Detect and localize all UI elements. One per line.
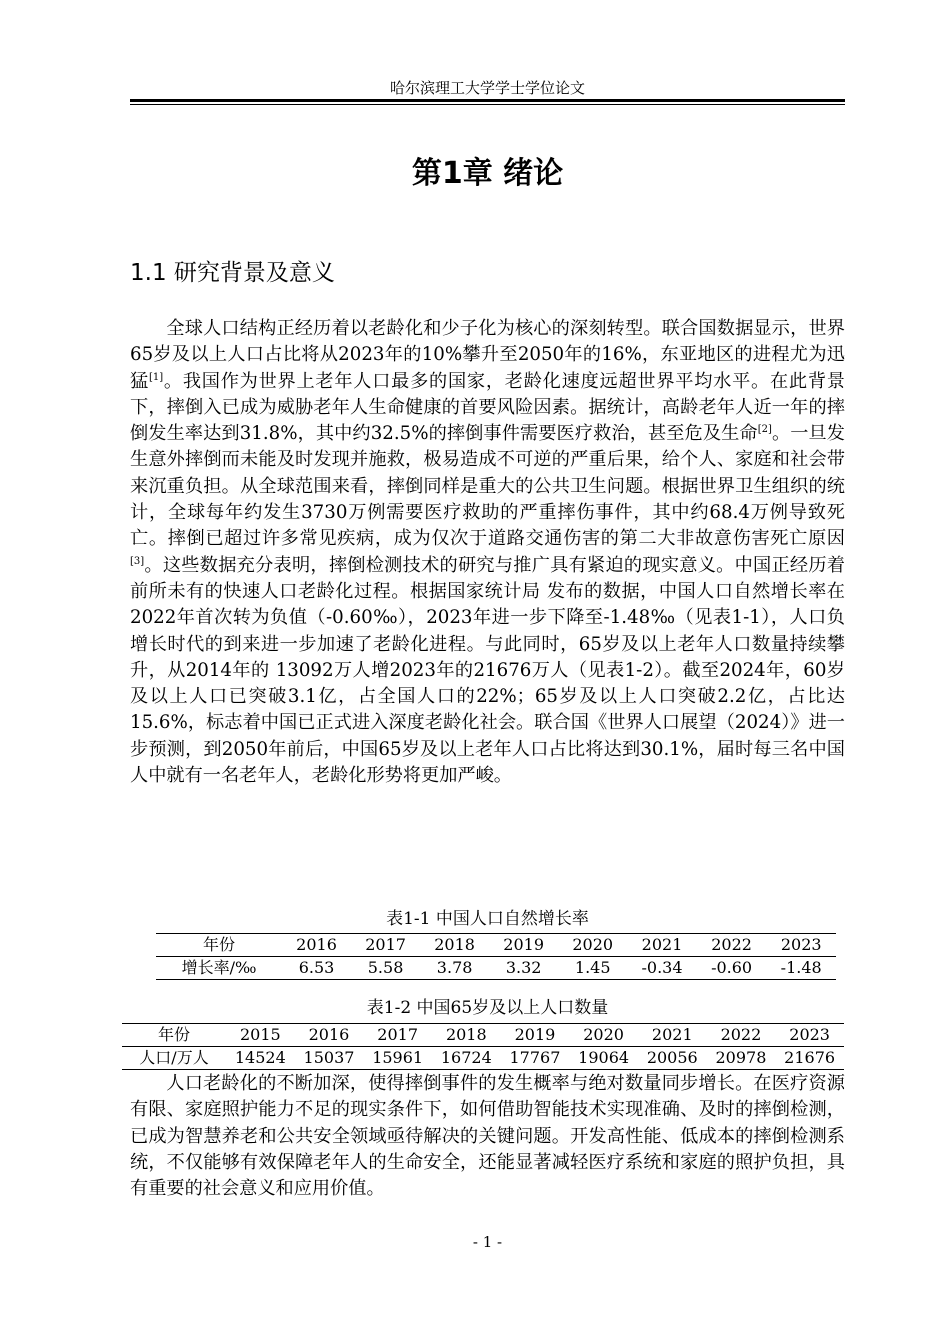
table-cell-value: 15961 <box>372 1048 424 1067</box>
table-cell-value: 21676 <box>784 1048 836 1067</box>
paragraph-text: 。这些数据充分表明，摔倒检测技术的研究与推广具有紧迫的现实意义。中国正经历着前所未有的快速人口老龄化过程。根据国家统计局 发布的数据，中国人口自然增长率在2022年首次转为负值（-0.60‰），2023年进一步下降至-1.48‰（见表1-1），人口负增长时代的到来进一步加速了老龄化进程。与此同时，65岁及以上老年人口数量持续攀升，从2014年的 13092万人增2023年的21676万人（见表1-2）。截至2024年，60岁及以上人口已突破3.1亿，占全国人口的22%；65岁及以上人口突破2.2亿，占比达15.6%，标志着中国已正式进入深度老龄化社会。联合国《世界人口展望（2024）》进一步预测，到2050年前后，中国65岁及以上老年人口占比将达到30.1%，届时每三名中国人中就有一名老年人，老龄化形势将更加严峻。 <box>130 554 845 787</box>
body-paragraph-2: 人口老龄化的不断加深，使得摔倒事件的发生概率与绝对数量同步增长。在医疗资源有限、家庭照护能力不足的现实条件下，如何借助智能技术实现准确、及时的摔倒检测，已成为智慧养老和公共安全领域亟待解决的关键问题。开发高性能、低成本的摔倒检测系统，不仅能够有效保障老年人的生命安全，还能显著减轻医疗系统和家庭的照护负担，具有重要的社会意义和应用价值。 <box>130 1073 845 1200</box>
paragraph-text: 全球人口结构正经历着以老龄化和少子化为核心的深刻转型。联合国数据显示，世界65岁及以上人口占比将从2023年的10%攀升至2050年的16%，东亚地区的进程尤为迅猛 <box>130 318 845 392</box>
table-cell-year: 2019 <box>489 934 558 957</box>
table-cell-value: 16724 <box>440 1048 492 1067</box>
header-rule <box>130 99 845 105</box>
citation-ref: [1] <box>148 371 164 383</box>
table-cell-year: 2016 <box>282 934 351 957</box>
table-row-label: 增长率/‰ <box>181 958 257 977</box>
table-cell-year: 2023 <box>775 1024 844 1047</box>
table-cell-year: 2019 <box>501 1024 570 1047</box>
table-header-label: 年份 <box>122 1024 226 1047</box>
body-paragraph-1 <box>130 316 845 789</box>
table-cell-value: 19064 <box>578 1048 630 1067</box>
table-cell-year: 2017 <box>351 934 420 957</box>
table-natural-growth-rate <box>156 933 836 980</box>
table-2-caption: 表1-2 中国65岁及以上人口数量 <box>366 998 609 1018</box>
table-row-header <box>122 1024 844 1047</box>
table-header-label: 年份 <box>156 934 282 957</box>
table-cell-year: 2016 <box>295 1024 364 1047</box>
table-cell-value: 3.78 <box>436 958 473 977</box>
table-cell-value: 14524 <box>234 1048 286 1067</box>
table-cell-value: -0.60 <box>711 958 753 977</box>
table-cell-value: -1.48 <box>780 958 822 977</box>
table-cell-value: 6.53 <box>298 958 335 977</box>
table-cell-year: 2022 <box>707 1024 776 1047</box>
table-cell-year: 2018 <box>420 934 489 957</box>
table-cell-year: 2020 <box>558 934 627 957</box>
table-cell-value: 3.32 <box>505 958 542 977</box>
table-row-values <box>156 957 836 980</box>
section-title: 1.1 研究背景及意义 <box>130 260 335 286</box>
table-cell-year: 2022 <box>697 934 767 957</box>
table-cell-year: 2021 <box>638 1024 707 1047</box>
table-row-values <box>122 1047 844 1070</box>
chapter-title: 第1章 绪论 <box>411 156 564 191</box>
table-cell-value: -0.34 <box>641 958 683 977</box>
table-cell-year: 2018 <box>432 1024 501 1047</box>
table-cell-value: 17767 <box>509 1048 561 1067</box>
table-row-label: 人口/万人 <box>139 1048 209 1067</box>
citation-ref: [3] <box>130 555 145 567</box>
table-cell-year: 2020 <box>569 1024 638 1047</box>
running-header: 哈尔滨理工大学学士学位论文 <box>389 79 585 97</box>
table-1-caption: 表1-1 中国人口自然增长率 <box>386 909 589 929</box>
table-cell-value: 15037 <box>303 1048 355 1067</box>
page-number: - 1 - <box>472 1233 503 1251</box>
table-elderly-population <box>122 1023 844 1070</box>
table-cell-year: 2021 <box>627 934 697 957</box>
table-cell-value: 20978 <box>715 1048 767 1067</box>
paragraph-text: 。一旦发生意外摔倒而未能及时发现并施救，极易造成不可逆的严重后果，给个人、家庭和社会带来沉重负担。从全球范围来看，摔倒同样是重大的公共卫生问题。根据世界卫生组织的统计，全球每年约发生3730万例需要医疗救助的严重摔伤事件，其中约68.4万例导致死亡。摔倒已超过许多常见疾病，成为仅次于道路交通伤害的第二大非故意伤害死亡原因 <box>130 423 845 550</box>
citation-ref: [2] <box>757 424 772 436</box>
table-cell-year: 2017 <box>363 1024 432 1047</box>
table-cell-value: 5.58 <box>367 958 404 977</box>
table-row-header <box>156 934 836 957</box>
table-cell-value: 1.45 <box>574 958 611 977</box>
table-cell-value: 20056 <box>646 1048 698 1067</box>
table-cell-year: 2015 <box>226 1024 295 1047</box>
paragraph-text: 。我国作为世界上老年人口最多的国家，老龄化速度远超世界平均水平。在此背景下，摔倒入已成为威胁老年人生命健康的首要风险因素。据统计，高龄老年人近一年的摔倒发生率达到31.8%，其中约32.5%的摔倒事件需要医疗救治，甚至危及生命 <box>130 370 845 445</box>
table-cell-year: 2023 <box>766 934 836 957</box>
